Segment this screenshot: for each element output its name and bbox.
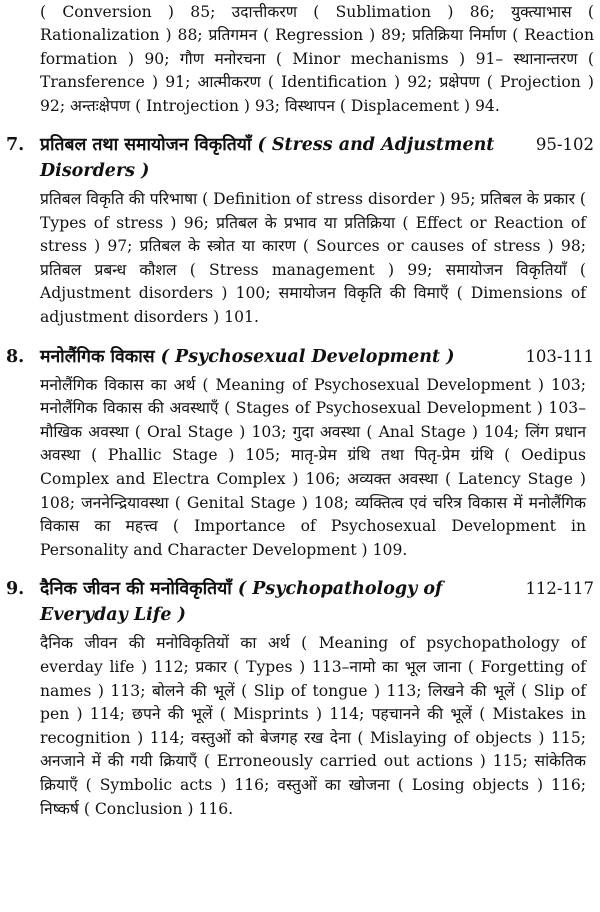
- chapter-title-english: ( Stress and Adjustment Disorders ): [40, 135, 495, 182]
- continuation-text: ( Conversion ) 85; उदात्तीकरण ( Sublimation ) 86; युक्त्याभास ( Rationalization ) 88; प्रतिगमन ( Regression ) 89; प्रतिक्रिया निर्माण ( Reaction formation ) 90; गौण मनोरचना ( Minor mechanisms ) 91– स्थानान्तरण ( Transference ) 91; आत्मीकरण ( Identification ) 92; प्रक्षेपण ( Projection ) 92; अन्तःक्षेपण ( Introjection ) 93; विस्थापन ( Displacement ) 94.: [40, 3, 594, 115]
- chapter-title-hindi: दैनिक जीवन की मनोविकृतियाँ: [40, 579, 232, 600]
- chapter-contents: दैनिक जीवन की मनोविकृतियों का अर्थ ( Meaning of psychopathology of everday life ) 112; प्रकार ( Types ) 113–नामो का भूल जाना ( Forgetting of names ) 113; बोलने की भूलें ( Slip of tongue ) 113; लिखने की भूलें ( Slip of pen ) 114; छपने की भूलें ( Misprints ) 114; पहचानने की भूलें ( Mistakes in recognition ) 114; वस्तुओं को बेजगह रख देना ( Mislaying of objects ) 115; अनजाने में की गयी क्रियाएँ ( Erroneously carried out actions ) 115; सांकेतिक क्रियाएँ ( Symbolic acts ) 116; वस्तुओं का खोजना ( Losing objects ) 116; निष्कर्ष ( Conclusion ) 116.: [40, 634, 586, 818]
- chapter-pages: 95-102: [535, 135, 594, 155]
- chapter-heading: [6, 576, 594, 628]
- chapter-contents: प्रतिबल विकृति की परिभाषा ( Definition of stress disorder ) 95; प्रतिबल के प्रकार ( Types of stress ) 96; प्रतिबल के प्रभाव या प्रतिक्रिया ( Effect or Reaction of stress ) 97; प्रतिबल के स्त्रोत या कारण ( Sources or causes of stress ) 98; प्रतिबल प्रबन्ध कौशल ( Stress management ) 99; समायोजन विकृतियाँ ( Adjustment disorders ) 100; समायोजन विकृति की विमाएँ ( Dimensions of adjustment disorders ) 101.: [40, 190, 586, 326]
- chapter-title: [40, 132, 536, 184]
- chapter-7: [6, 132, 594, 330]
- chapter-title: [40, 344, 525, 370]
- chapter-number: 7.: [6, 135, 25, 156]
- chapter-number: 8.: [6, 346, 25, 367]
- chapter-pages: 103-111: [525, 346, 594, 366]
- chapter-8: [6, 344, 594, 563]
- chapter-title-english: ( Psychosexual Development ): [160, 346, 455, 367]
- chapter-pages: 112-117: [525, 579, 594, 599]
- chapter-title-english: ( Psychopathology of Everyday Life ): [40, 579, 443, 626]
- chapter-number: 9.: [6, 579, 25, 600]
- chapter-contents: मनोलैंगिक विकास का अर्थ ( Meaning of Psychosexual Development ) 103; मनोलैंगिक विकास की अवस्थाएँ ( Stages of Psychosexual Development ) 103–मौखिक अवस्था ( Oral Stage ) 103; गुदा अवस्था ( Anal Stage ) 104; लिंग प्रधान अवस्था ( Phallic Stage ) 105; मातृ-प्रेम ग्रंथि तथा पितृ-प्रेम ग्रंथि ( Oedipus Complex and Electra Complex ) 106; अव्यक्त अवस्था ( Latency Stage ) 108; जननेन्द्रियावस्था ( Genital Stage ) 108; व्यक्तित्व एवं चरित्र विकास में मनोलैंगिक विकास का महत्त्व ( Importance of Psychosexual Development in Personality and Character Development ) 109.: [40, 375, 586, 559]
- chapter-heading: [6, 132, 594, 184]
- chapter-heading: [6, 344, 594, 370]
- chapter-title: [40, 576, 525, 628]
- chapter-9: [6, 576, 594, 821]
- chapter-title-hindi: मनोलैंगिक विकास: [40, 346, 155, 367]
- chapter-title-hindi: प्रतिबल तथा समायोजन विकृतियाँ: [40, 135, 252, 156]
